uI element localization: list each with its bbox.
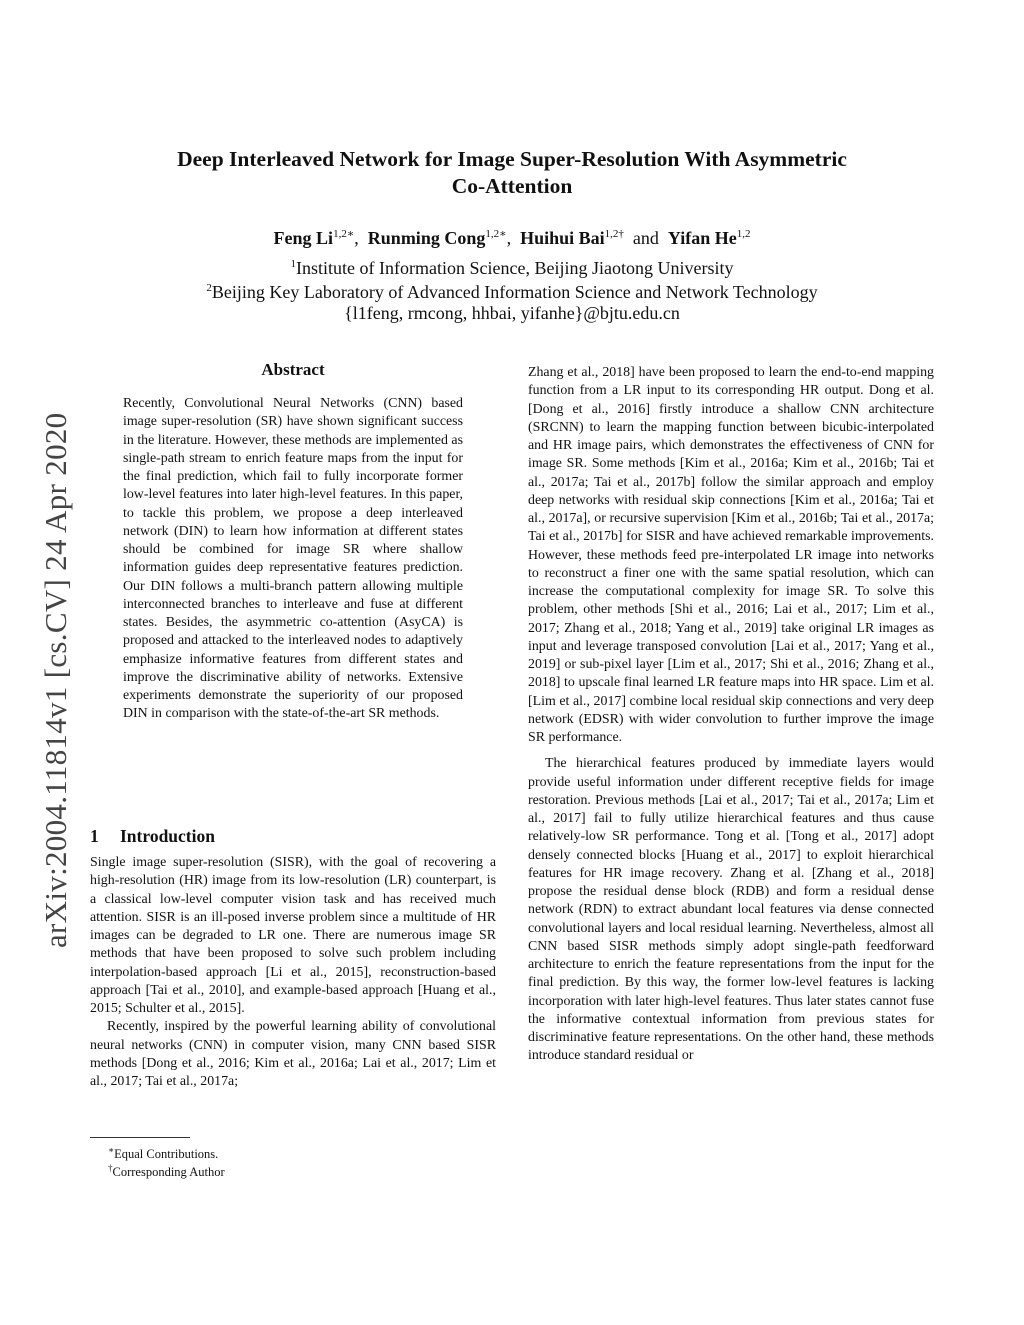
intro-paragraph: Zhang et al., 2018] have been proposed to learn the end-to-end mapping function from a LR input to its corresponding HR output. Dong et al. [Dong et al., 2016] firstly introduce a shallow CNN architecture (SRCNN) to learn the mapping function between bicubic-interpolated and HR image pairs, which demonstrates the effectiveness of CNN for image SR. Some methods [Kim et al., 2016a; Kim et al., 2016b; Tai et al., 2017a; Tai et al., 2017b] follow the similar approach and employ deep networks with residual skip connections [Kim et al., 2016a; Tai et al., 2017a], or recursive supervision [Kim et al., 2016b; Tai et al., 2017a; Tai et al., 2017b] for SISR and have achieved remarkable improvements. However, these methods feed pre-interpolated LR image into networks to reconstruct a finer one with the same spatial resolution, which can increase the computational complexity for image SR. To solve this problem, other methods [Shi et al., 2016; Lai et al., 2017; Lim et al., 2017; Zhang et al., 2018; Yang et al., 2019] take original LR images as input and leverage transposed convolution [Lai et al., 2017; Yang et al., 2019] or sub-pixel layer [Lim et al., 2017; Shi et al., 2016; Zhang et al., 2018] to upscale final learned LR feature maps into HR space. Lim et al. [Lim et al., 2017] combine local residual skip connections and very deep network (EDSR) with wider convolution to further improve the image SR performance. [528, 365, 934, 745]
footnote-mark: † [108, 1163, 113, 1173]
title-line-2: Co-Attention [451, 174, 573, 198]
section-heading-introduction [90, 826, 215, 847]
title-line-1: Deep Interleaved Network for Image Super-Resolution With Asymmetric [177, 147, 847, 171]
author-affil-mark: 1,2 [736, 228, 751, 240]
abstract-text: Recently, Convolutional Neural Networks (CNN) based image super-resolution (SR) have shown significant success in the literature. However, these methods are implemented as single-path stream to enrich feature maps from the input for the final prediction, which fail to fully incorporate former low-level features into later high-level features. In this paper, to tackle this problem, we propose a deep interleaved network (DIN) to learn how information at different states should be combined for image SR where shallow information guides deep representative features prediction. Our DIN follows a multi-branch pattern allowing multiple interconnected branches to interleave and fuse at different states. Besides, the asymmetric co-attention (AsyCA) is proposed and attacked to the interleaved nodes to adaptively emphasize informative features from different states and improve the discriminative ability of networks. Extensive experiments demonstrate the superiority of our proposed DIN in comparison with the state-of-the-art SR methods. [123, 396, 463, 722]
author-conjunction: and [632, 228, 659, 248]
right-column-body [528, 364, 934, 1066]
affiliation-mark: 2 [206, 282, 212, 294]
footnote-mark: ∗ [108, 1145, 115, 1155]
intro-paragraph: Recently, inspired by the powerful learning ability of convolutional neural networks (CNN) in computer vision, many CNN based SISR methods [Dong et al., 2016; Kim et al., 2016a; Lai et al., 2017; Lim et al., 2017; Tai et al., 2017a; [90, 1019, 496, 1089]
footnote-equal-contribution [108, 1142, 218, 1162]
affiliation-mark: 1 [290, 258, 297, 270]
intro-paragraph: The hierarchical features produced by immediate layers would provide useful information under different receptive fields for image restoration. Previous methods [Lai et al., 2017; Tai et al., 2017a; Lim et al., 2017] fail to fully utilize hierarchical features and thus cause relatively-low SR performance. Tong et al. [Tong et al., 2017] adopt densely connected blocks [Huang et al., 2017] to exploit hierarchical features for HR image recovery. Zhang et al. [Zhang et al., 2018] propose the residual dense block (RDB) and form a residual dense network (RDN) to extract abundant local features via dense connected convolutional layers and local residual learning. Nevertheless, almost all CNN based SISR methods simply adopt single-path feedforward architecture to enrich the feature representations from the input for the final prediction. By this way, the former low-level features is lacking incorporation with later high-level features. Thus later states cannot fuse the informative contextual information from previous states for discriminative feature representations. On the other hand, these methods introduce standard residual or [528, 756, 934, 1064]
footnote-rule [90, 1137, 190, 1138]
affiliation-text: Beijing Key Laboratory of Advanced Information Science and Network Technology [211, 282, 818, 302]
paper-title [110, 146, 914, 200]
author-name: Huihui Bai [520, 228, 605, 248]
footnote-text: Corresponding Author [112, 1165, 225, 1179]
footnote-corresponding-author [108, 1160, 225, 1180]
section-number: 1 [90, 826, 99, 846]
affiliation-text: Institute of Information Science, Beijing Jiaotong University [296, 258, 734, 278]
arxiv-identifier: arXiv:2004.11814v1 [cs.CV] 24 Apr 2020 [38, 412, 73, 948]
intro-paragraph: Single image super-resolution (SISR), with the goal of recovering a high-resolution (HR) image from its low-resolution (LR) counterpart, is a classical low-level computer vision task and has received much attention. SISR is an ill-posed inverse problem since a multitude of HR images can be degraded to LR one. There are numerous image SR methods that have been proposed to solve such problem including interpolation-based approach [Li et al., 2015], reconstruction-based approach [Tai et al., 2010], and example-based approach [Huang et al., 2015; Schulter et al., 2015]. [90, 855, 496, 1016]
footnote-text: Equal Contributions. [114, 1147, 219, 1161]
author-affil-mark: 1,2∗ [333, 228, 355, 240]
author-name: Runming Cong [367, 228, 486, 248]
author-affil-mark: 1,2† [604, 228, 624, 240]
left-column-body [90, 854, 496, 1091]
author-name: Yifan He [667, 228, 737, 248]
abstract-heading: Abstract [261, 360, 325, 379]
author-name: Feng Li [273, 228, 334, 248]
abstract-body [123, 395, 463, 724]
author-emails: {l1feng, rmcong, hhbai, yifanhe}@bjtu.edu.cn [344, 303, 680, 323]
author-list: Feng $Li^{1,2∗}$, Runming Cong$^{1,2∗}$, Huihui Bai$^{1,2\dagger}$ and Yifan He$^{1,2}$ [273, 228, 751, 248]
affiliation-2 [90, 276, 934, 304]
section-title: Introduction [120, 826, 215, 846]
author-affil-mark: 1,2∗ [485, 228, 507, 240]
